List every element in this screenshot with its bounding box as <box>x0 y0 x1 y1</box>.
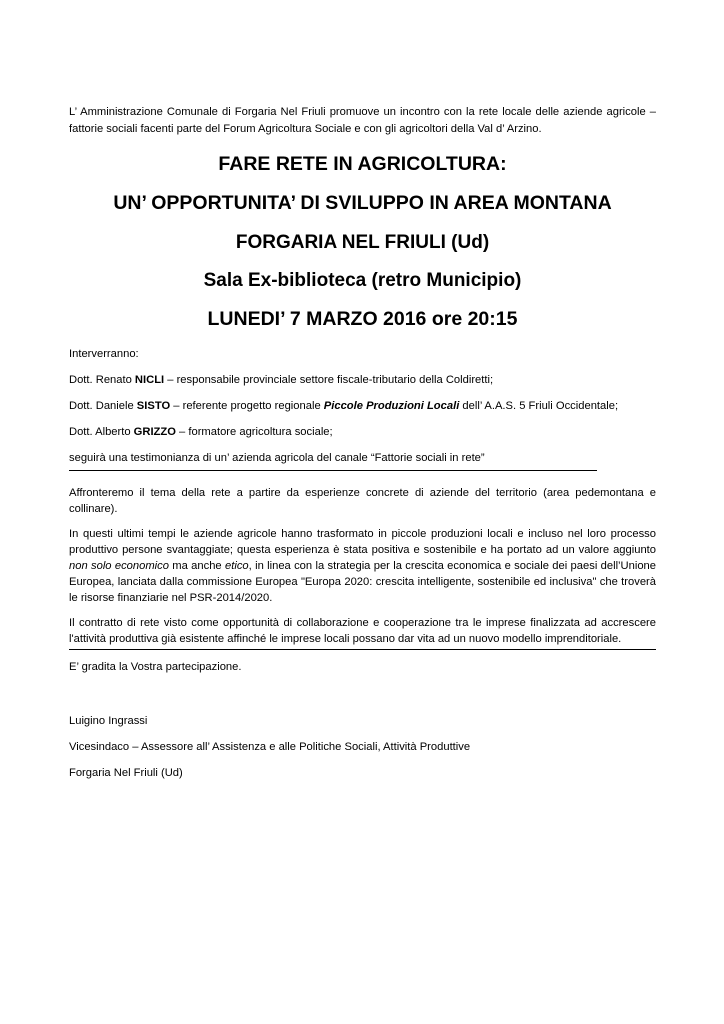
speaker-prefix: Dott. Renato <box>69 374 135 386</box>
speaker-surname: SISTO <box>136 400 171 412</box>
body-paragraph-1: Affronteremo il tema della rete a partire da esperienze concrete di aziende del territorio (area pedemontana e collinare). <box>69 487 656 515</box>
body-paragraph-3: Il contratto di rete visto come opportunità di collaborazione e cooperazione tra le imprese finalizzata ad accrescere l'attività produttiva già esistente affinché le imprese locali possano dar vita ad un nuovo modello imprenditoriale. <box>69 617 656 645</box>
speaker-role: – formatore agricoltura sociale; <box>175 426 333 438</box>
title-venue: Sala Ex-biblioteca (retro Municipio) <box>203 270 522 291</box>
signature-title: Vicesindaco – Assessore all’ Assistenza e alle Politiche Sociali, Attività Produttive <box>69 741 471 753</box>
speaker-2 <box>69 399 656 414</box>
document-page <box>69 104 656 792</box>
project-name: Piccole Produzioni Locali <box>323 400 460 412</box>
signature-name: Luigino Ingrassi <box>69 715 148 727</box>
body-text: ma anche <box>168 560 225 572</box>
speaker-role-end: dell’ A.A.S. 5 Friuli Occidentale; <box>459 400 619 412</box>
title-line-1: FARE RETE IN AGRICOLTURA: <box>218 153 507 175</box>
title-date: LUNEDI’ 7 MARZO 2016 ore 20:15 <box>207 308 518 330</box>
closing-line: E’ gradita la Vostra partecipazione. <box>69 661 242 673</box>
speaker-surname: NICLI <box>134 374 165 386</box>
intro-paragraph: L’ Amministrazione Comunale di Forgaria Nel Friuli promuove un incontro con la rete locale delle aziende agricole – fattorie sociali facenti parte del Forum Agricoltura Sociale e con gli agricoltori della Val d’ Arzino. <box>69 106 656 135</box>
speaker-1 <box>69 373 656 388</box>
body-paragraph-2 <box>69 526 656 606</box>
speaker-prefix: Dott. Daniele <box>69 400 137 412</box>
divider-long <box>69 649 656 650</box>
emphasis-text: etico <box>225 560 249 572</box>
divider-short <box>69 470 597 471</box>
speakers-heading: Interverranno: <box>69 348 139 360</box>
speaker-role: – referente progetto regionale <box>170 400 324 412</box>
title-line-2: UN’ OPPORTUNITA’ DI SVILUPPO IN AREA MONTANA <box>113 192 612 214</box>
emphasis-text: non solo economico <box>69 560 169 572</box>
testimony-line: seguirà una testimonianza di un’ azienda agricola del canale “Fattorie sociali in rete” <box>69 452 485 464</box>
signature-place: Forgaria Nel Friuli (Ud) <box>69 767 183 779</box>
speaker-surname: GRIZZO <box>133 426 176 438</box>
title-location: FORGARIA NEL FRIULI (Ud) <box>235 232 490 253</box>
speaker-prefix: Dott. Alberto <box>69 426 134 438</box>
speaker-3 <box>69 425 656 440</box>
speaker-role: – responsabile provinciale settore fiscale-tributario della Coldiretti; <box>164 374 494 386</box>
body-text: , in linea con la strategia per la crescita economica e sociale dei paesi dell’Unione Europea, lanciata dalla commissione Europea "Europa 2020: crescita intelligente, sostenibile ed inclusiva" che troverà le risorse finanziarie nel PSR-2014/2020. <box>69 560 656 604</box>
body-text: In questi ultimi tempi le aziende agricole hanno trasformato in piccole produzioni locali e incluso nel loro processo produttivo persone svantaggiate; questa esperienza è stata positiva e sostenibile e ha portato ad un valore aggiunto <box>69 528 656 556</box>
